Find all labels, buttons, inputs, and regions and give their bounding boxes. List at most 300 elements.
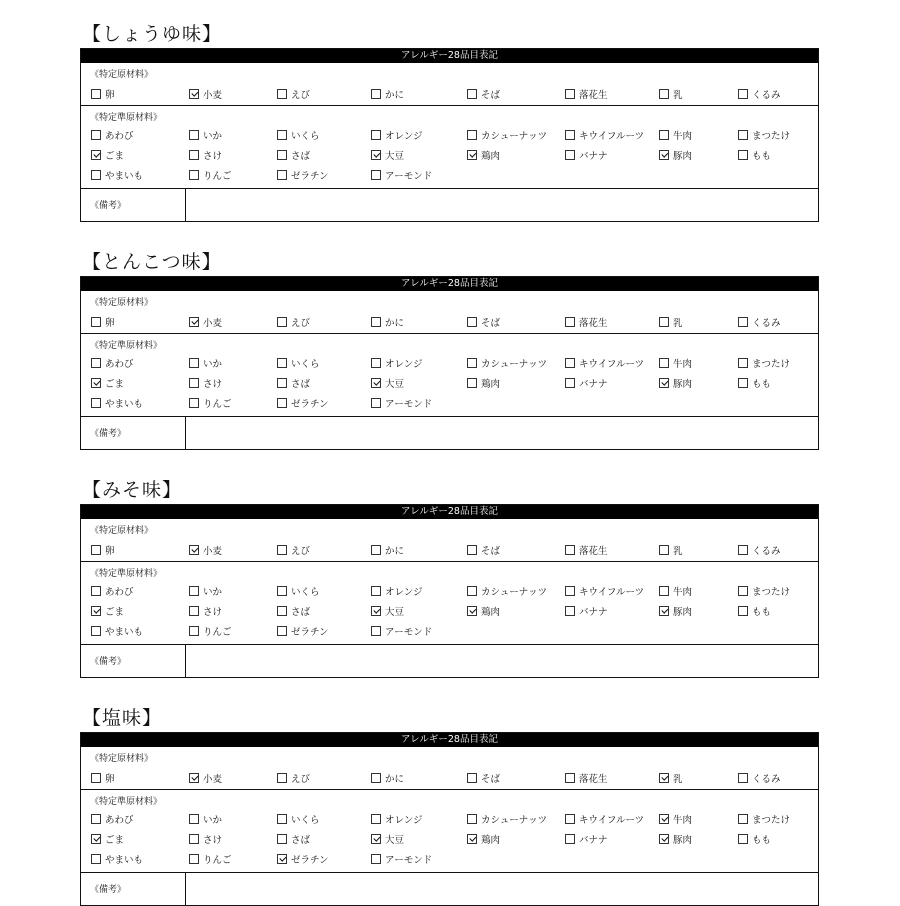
- allergen-item[interactable]: [738, 604, 771, 618]
- checkbox-unchecked[interactable]: [189, 398, 199, 408]
- allergen-item[interactable]: [189, 148, 222, 162]
- checkbox-unchecked[interactable]: [277, 150, 287, 160]
- quasi-materials-label: 《特定準原材料》: [90, 797, 163, 807]
- checkbox-checked[interactable]: [371, 150, 381, 160]
- checkbox-unchecked[interactable]: [659, 130, 669, 140]
- checkbox-unchecked[interactable]: [659, 89, 669, 99]
- allergen-table: [80, 732, 819, 906]
- checkbox-unchecked[interactable]: [91, 358, 101, 368]
- checkbox-unchecked[interactable]: [277, 317, 287, 327]
- checkbox-unchecked[interactable]: [371, 586, 381, 596]
- allergen-item[interactable]: [565, 584, 644, 598]
- allergen-item[interactable]: [565, 604, 608, 618]
- allergen-item[interactable]: [277, 604, 310, 618]
- allergen-label: 牛肉: [673, 131, 693, 142]
- allergen-label: いくら: [291, 359, 320, 370]
- checkbox-unchecked[interactable]: [371, 854, 381, 864]
- checkbox-unchecked[interactable]: [91, 398, 101, 408]
- allergen-label: さけ: [203, 151, 223, 162]
- checkbox-checked[interactable]: [467, 834, 477, 844]
- allergen-item[interactable]: [659, 543, 683, 557]
- checkbox-unchecked[interactable]: [738, 150, 748, 160]
- allergen-item[interactable]: [277, 356, 320, 370]
- allergen-item[interactable]: [277, 852, 329, 866]
- allergen-item[interactable]: [371, 584, 423, 598]
- remarks-field[interactable]: [185, 189, 186, 221]
- allergen-label: 卵: [105, 546, 115, 557]
- allergen-item[interactable]: [467, 128, 547, 142]
- allergen-label: やまいも: [105, 855, 144, 866]
- allergen-label: 卵: [105, 318, 115, 329]
- checkbox-unchecked[interactable]: [91, 854, 101, 864]
- checkbox-unchecked[interactable]: [371, 317, 381, 327]
- allergen-item[interactable]: [91, 812, 134, 826]
- checkbox-checked[interactable]: [277, 854, 287, 864]
- allergen-label: 小麦: [203, 546, 223, 557]
- allergen-item[interactable]: [371, 852, 432, 866]
- checkbox-checked[interactable]: [371, 834, 381, 844]
- allergen-label: さば: [291, 379, 311, 390]
- checkbox-unchecked[interactable]: [565, 814, 575, 824]
- remarks-label: 《備考》: [90, 657, 127, 667]
- checkbox-checked[interactable]: [659, 378, 669, 388]
- allergen-item[interactable]: [738, 771, 781, 785]
- allergen-item[interactable]: [189, 584, 222, 598]
- allergen-label: 小麦: [203, 318, 223, 329]
- allergen-item[interactable]: [189, 356, 222, 370]
- allergen-label: 鶏肉: [481, 151, 501, 162]
- allergen-item[interactable]: [659, 128, 692, 142]
- allergen-item[interactable]: [565, 315, 608, 329]
- checkbox-unchecked[interactable]: [565, 89, 575, 99]
- allergen-item[interactable]: [189, 624, 232, 638]
- table-header: アレルギー28品目表記: [81, 733, 818, 747]
- allergen-label: あわび: [105, 815, 134, 826]
- allergen-item[interactable]: [91, 87, 115, 101]
- allergen-label: あわび: [105, 587, 134, 598]
- checkbox-unchecked[interactable]: [91, 317, 101, 327]
- allergen-item[interactable]: [371, 87, 404, 101]
- checkbox-checked[interactable]: [659, 773, 669, 783]
- checkbox-unchecked[interactable]: [565, 130, 575, 140]
- allergen-item[interactable]: [91, 148, 124, 162]
- checkbox-unchecked[interactable]: [467, 358, 477, 368]
- allergen-item[interactable]: [565, 812, 644, 826]
- checkbox-unchecked[interactable]: [467, 89, 477, 99]
- allergen-item[interactable]: [91, 356, 134, 370]
- checkbox-unchecked[interactable]: [565, 378, 575, 388]
- remarks-row: [81, 417, 818, 449]
- checkbox-unchecked[interactable]: [189, 626, 199, 636]
- allergen-item[interactable]: [91, 128, 134, 142]
- allergen-label: 鶏肉: [481, 379, 501, 390]
- checkbox-unchecked[interactable]: [565, 150, 575, 160]
- allergen-item[interactable]: [371, 356, 423, 370]
- checkbox-unchecked[interactable]: [371, 130, 381, 140]
- checkbox-unchecked[interactable]: [277, 358, 287, 368]
- allergen-item[interactable]: [738, 148, 771, 162]
- checkbox-unchecked[interactable]: [565, 545, 575, 555]
- checkbox-checked[interactable]: [467, 150, 477, 160]
- allergen-item[interactable]: [659, 148, 692, 162]
- checkbox-unchecked[interactable]: [371, 626, 381, 636]
- checkbox-checked[interactable]: [371, 606, 381, 616]
- checkbox-unchecked[interactable]: [467, 130, 477, 140]
- allergen-item[interactable]: [91, 852, 143, 866]
- checkbox-unchecked[interactable]: [277, 586, 287, 596]
- checkbox-unchecked[interactable]: [565, 834, 575, 844]
- allergen-item[interactable]: [91, 624, 143, 638]
- checkbox-unchecked[interactable]: [91, 130, 101, 140]
- allergen-item[interactable]: [189, 771, 222, 785]
- checkbox-unchecked[interactable]: [277, 773, 287, 783]
- allergen-item[interactable]: [565, 376, 608, 390]
- allergen-label: カシューナッツ: [481, 131, 548, 142]
- allergen-item[interactable]: [189, 168, 232, 182]
- allergen-item[interactable]: [565, 128, 644, 142]
- allergen-label: いか: [203, 587, 223, 598]
- allergen-item[interactable]: [189, 832, 222, 846]
- checkbox-checked[interactable]: [371, 378, 381, 388]
- checkbox-unchecked[interactable]: [91, 773, 101, 783]
- allergen-item[interactable]: [371, 376, 404, 390]
- checkbox-unchecked[interactable]: [371, 170, 381, 180]
- remarks-row: [81, 645, 818, 677]
- allergen-item[interactable]: [91, 771, 115, 785]
- checkbox-checked[interactable]: [659, 834, 669, 844]
- allergen-label: くるみ: [752, 90, 781, 101]
- checkbox-unchecked[interactable]: [738, 130, 748, 140]
- allergen-label: ゼラチン: [291, 399, 329, 410]
- allergen-item[interactable]: [277, 128, 320, 142]
- checkbox-unchecked[interactable]: [659, 586, 669, 596]
- allergen-item[interactable]: [738, 832, 771, 846]
- allergen-item[interactable]: [467, 812, 547, 826]
- remarks-label: 《備考》: [90, 429, 127, 439]
- allergen-item[interactable]: [189, 812, 222, 826]
- table-header: アレルギー28品目表記: [81, 277, 818, 291]
- allergen-item[interactable]: [189, 315, 222, 329]
- checkbox-unchecked[interactable]: [565, 317, 575, 327]
- checkbox-checked[interactable]: [189, 89, 199, 99]
- checkbox-unchecked[interactable]: [738, 317, 748, 327]
- checkbox-unchecked[interactable]: [565, 358, 575, 368]
- checkbox-checked[interactable]: [91, 606, 101, 616]
- checkbox-unchecked[interactable]: [189, 606, 199, 616]
- allergen-label: かに: [385, 90, 405, 101]
- checkbox-checked[interactable]: [659, 150, 669, 160]
- checkbox-unchecked[interactable]: [565, 586, 575, 596]
- allergen-item[interactable]: [371, 832, 404, 846]
- allergen-item[interactable]: [371, 148, 404, 162]
- checkbox-checked[interactable]: [91, 378, 101, 388]
- allergen-item[interactable]: [371, 168, 432, 182]
- checkbox-unchecked[interactable]: [91, 89, 101, 99]
- checkbox-unchecked[interactable]: [189, 378, 199, 388]
- allergen-item[interactable]: [189, 87, 222, 101]
- allergen-item[interactable]: [371, 771, 404, 785]
- checkbox-unchecked[interactable]: [277, 545, 287, 555]
- allergen-label: バナナ: [579, 607, 608, 618]
- checkbox-unchecked[interactable]: [659, 317, 669, 327]
- checkbox-unchecked[interactable]: [659, 358, 669, 368]
- allergen-item[interactable]: [467, 356, 547, 370]
- allergen-item[interactable]: [277, 87, 310, 101]
- checkbox-unchecked[interactable]: [91, 170, 101, 180]
- quasi-materials-row: [81, 334, 818, 417]
- allergen-item[interactable]: [565, 148, 608, 162]
- allergen-item[interactable]: [91, 315, 115, 329]
- allergen-item[interactable]: [277, 396, 329, 410]
- allergen-label: もも: [752, 379, 772, 390]
- allergen-label: 落花生: [579, 90, 608, 101]
- allergen-item[interactable]: [738, 356, 790, 370]
- checkbox-unchecked[interactable]: [738, 834, 748, 844]
- allergen-item[interactable]: [371, 812, 423, 826]
- allergen-item[interactable]: [91, 543, 115, 557]
- allergen-label: 乳: [673, 774, 683, 785]
- allergen-item[interactable]: [659, 356, 692, 370]
- allergen-item[interactable]: [277, 543, 310, 557]
- allergen-item[interactable]: [277, 812, 320, 826]
- allergen-item[interactable]: [91, 832, 124, 846]
- remarks-field[interactable]: [185, 417, 186, 449]
- checkbox-unchecked[interactable]: [371, 545, 381, 555]
- allergen-label: オレンジ: [385, 131, 423, 142]
- checkbox-unchecked[interactable]: [738, 773, 748, 783]
- checkbox-unchecked[interactable]: [277, 834, 287, 844]
- allergen-item[interactable]: [659, 832, 692, 846]
- allergen-item[interactable]: [277, 376, 310, 390]
- allergen-item[interactable]: [659, 812, 692, 826]
- checkbox-checked[interactable]: [189, 317, 199, 327]
- checkbox-unchecked[interactable]: [371, 773, 381, 783]
- checkbox-checked[interactable]: [659, 606, 669, 616]
- checkbox-unchecked[interactable]: [738, 378, 748, 388]
- allergen-item[interactable]: [277, 771, 310, 785]
- checkbox-unchecked[interactable]: [277, 814, 287, 824]
- checkbox-unchecked[interactable]: [91, 545, 101, 555]
- allergen-item[interactable]: [467, 584, 547, 598]
- allergen-label: そば: [481, 546, 501, 557]
- allergen-label: ゼラチン: [291, 627, 329, 638]
- allergen-label: さけ: [203, 835, 223, 846]
- checkbox-unchecked[interactable]: [467, 773, 477, 783]
- allergen-item[interactable]: [659, 771, 683, 785]
- checkbox-unchecked[interactable]: [91, 626, 101, 636]
- allergen-item[interactable]: [371, 543, 404, 557]
- checkbox-unchecked[interactable]: [467, 317, 477, 327]
- checkbox-checked[interactable]: [467, 606, 477, 616]
- allergen-item[interactable]: [565, 832, 608, 846]
- checkbox-unchecked[interactable]: [467, 586, 477, 596]
- allergen-item[interactable]: [467, 315, 500, 329]
- allergen-item[interactable]: [565, 356, 644, 370]
- flavor-section: [80, 478, 819, 678]
- allergen-item[interactable]: [277, 168, 329, 182]
- allergen-item[interactable]: [277, 315, 310, 329]
- allergen-label: アーモンド: [385, 399, 433, 410]
- allergen-item[interactable]: [371, 315, 404, 329]
- allergen-item[interactable]: [371, 624, 432, 638]
- checkbox-checked[interactable]: [91, 150, 101, 160]
- allergen-item[interactable]: [659, 376, 692, 390]
- allergen-item[interactable]: [738, 543, 781, 557]
- allergen-table: [80, 276, 819, 450]
- checkbox-unchecked[interactable]: [738, 606, 748, 616]
- allergen-item[interactable]: [565, 543, 608, 557]
- allergen-item[interactable]: [738, 315, 781, 329]
- specific-materials-row: [81, 519, 818, 562]
- checkbox-unchecked[interactable]: [738, 89, 748, 99]
- remarks-label: 《備考》: [90, 201, 127, 211]
- checkbox-checked[interactable]: [91, 834, 101, 844]
- remarks-field[interactable]: [185, 873, 186, 905]
- checkbox-unchecked[interactable]: [189, 814, 199, 824]
- checkbox-unchecked[interactable]: [565, 606, 575, 616]
- allergen-item[interactable]: [659, 87, 683, 101]
- checkbox-unchecked[interactable]: [189, 854, 199, 864]
- allergen-item[interactable]: [91, 396, 143, 410]
- allergen-label: えび: [291, 774, 311, 785]
- allergen-item[interactable]: [277, 148, 310, 162]
- quasi-materials-row: [81, 562, 818, 645]
- checkbox-unchecked[interactable]: [371, 814, 381, 824]
- checkbox-unchecked[interactable]: [371, 358, 381, 368]
- allergen-item[interactable]: [91, 376, 124, 390]
- allergen-item[interactable]: [189, 396, 232, 410]
- allergen-item[interactable]: [91, 168, 143, 182]
- checkbox-unchecked[interactable]: [189, 150, 199, 160]
- allergen-label: 落花生: [579, 318, 608, 329]
- checkbox-unchecked[interactable]: [189, 358, 199, 368]
- allergen-item[interactable]: [659, 315, 683, 329]
- allergen-item[interactable]: [189, 852, 232, 866]
- allergen-label: まつたけ: [752, 359, 791, 370]
- remarks-field[interactable]: [185, 645, 186, 677]
- checkbox-unchecked[interactable]: [91, 814, 101, 824]
- allergen-label: りんご: [203, 171, 232, 182]
- allergen-item[interactable]: [467, 543, 500, 557]
- checkbox-unchecked[interactable]: [277, 130, 287, 140]
- allergen-item[interactable]: [565, 771, 608, 785]
- allergen-label: まつたけ: [752, 587, 791, 598]
- allergen-item[interactable]: [738, 376, 771, 390]
- allergen-label: キウイフルーツ: [579, 131, 645, 142]
- allergen-label: かに: [385, 774, 405, 785]
- allergen-item[interactable]: [467, 376, 500, 390]
- allergen-label: 大豆: [385, 379, 405, 390]
- allergen-label: いくら: [291, 815, 320, 826]
- allergen-label: ゼラチン: [291, 855, 329, 866]
- checkbox-unchecked[interactable]: [277, 606, 287, 616]
- allergen-item[interactable]: [738, 87, 781, 101]
- checkbox-unchecked[interactable]: [738, 545, 748, 555]
- allergen-label: もも: [752, 151, 772, 162]
- allergen-item[interactable]: [91, 584, 134, 598]
- allergen-item[interactable]: [738, 584, 790, 598]
- checkbox-unchecked[interactable]: [467, 378, 477, 388]
- allergen-label: カシューナッツ: [481, 359, 548, 370]
- allergen-label: バナナ: [579, 835, 608, 846]
- allergen-item[interactable]: [189, 376, 222, 390]
- checkbox-unchecked[interactable]: [467, 545, 477, 555]
- allergen-item[interactable]: [371, 128, 423, 142]
- allergen-item[interactable]: [277, 624, 329, 638]
- checkbox-unchecked[interactable]: [277, 378, 287, 388]
- specific-materials-label: 《特定原材料》: [90, 298, 154, 308]
- allergen-item[interactable]: [91, 604, 124, 618]
- allergen-item[interactable]: [738, 812, 790, 826]
- allergen-item[interactable]: [738, 128, 790, 142]
- flavor-section: [80, 250, 819, 450]
- quasi-materials-row: [81, 106, 818, 189]
- allergen-label: やまいも: [105, 627, 144, 638]
- checkbox-unchecked[interactable]: [738, 358, 748, 368]
- allergen-item[interactable]: [565, 87, 608, 101]
- allergen-item[interactable]: [371, 396, 432, 410]
- allergen-item[interactable]: [189, 543, 222, 557]
- allergen-item[interactable]: [189, 128, 222, 142]
- checkbox-unchecked[interactable]: [189, 586, 199, 596]
- checkbox-checked[interactable]: [189, 773, 199, 783]
- checkbox-unchecked[interactable]: [738, 586, 748, 596]
- checkbox-unchecked[interactable]: [277, 398, 287, 408]
- checkbox-unchecked[interactable]: [659, 545, 669, 555]
- checkbox-checked[interactable]: [189, 545, 199, 555]
- checkbox-unchecked[interactable]: [91, 586, 101, 596]
- allergen-item[interactable]: [371, 604, 404, 618]
- allergen-label: 卵: [105, 90, 115, 101]
- allergen-item[interactable]: [467, 832, 500, 846]
- checkbox-unchecked[interactable]: [371, 398, 381, 408]
- allergen-item[interactable]: [467, 771, 500, 785]
- remarks-row: [81, 189, 818, 221]
- allergen-item[interactable]: [277, 832, 310, 846]
- allergen-table: [80, 48, 819, 222]
- checkbox-checked[interactable]: [659, 814, 669, 824]
- checkbox-unchecked[interactable]: [189, 834, 199, 844]
- remarks-label: 《備考》: [90, 885, 127, 895]
- checkbox-unchecked[interactable]: [565, 773, 575, 783]
- checkbox-unchecked[interactable]: [738, 814, 748, 824]
- allergen-label: まつたけ: [752, 815, 791, 826]
- allergen-label: アーモンド: [385, 171, 433, 182]
- allergen-label: アーモンド: [385, 855, 433, 866]
- allergen-item[interactable]: [659, 604, 692, 618]
- allergen-item[interactable]: [467, 604, 500, 618]
- allergen-label: キウイフルーツ: [579, 359, 645, 370]
- checkbox-unchecked[interactable]: [277, 170, 287, 180]
- checkbox-unchecked[interactable]: [189, 170, 199, 180]
- checkbox-unchecked[interactable]: [277, 626, 287, 636]
- checkbox-unchecked[interactable]: [371, 89, 381, 99]
- allergen-item[interactable]: [659, 584, 692, 598]
- allergen-item[interactable]: [467, 87, 500, 101]
- checkbox-unchecked[interactable]: [277, 89, 287, 99]
- allergen-item[interactable]: [189, 604, 222, 618]
- allergen-item[interactable]: [277, 584, 320, 598]
- allergen-label: 豚肉: [673, 607, 693, 618]
- allergen-item[interactable]: [467, 148, 500, 162]
- allergen-label: 小麦: [203, 774, 223, 785]
- checkbox-unchecked[interactable]: [189, 130, 199, 140]
- quasi-materials-label: 《特定準原材料》: [90, 341, 163, 351]
- table-header: アレルギー28品目表記: [81, 505, 818, 519]
- allergen-label: かに: [385, 318, 405, 329]
- allergen-label: あわび: [105, 359, 134, 370]
- checkbox-unchecked[interactable]: [467, 814, 477, 824]
